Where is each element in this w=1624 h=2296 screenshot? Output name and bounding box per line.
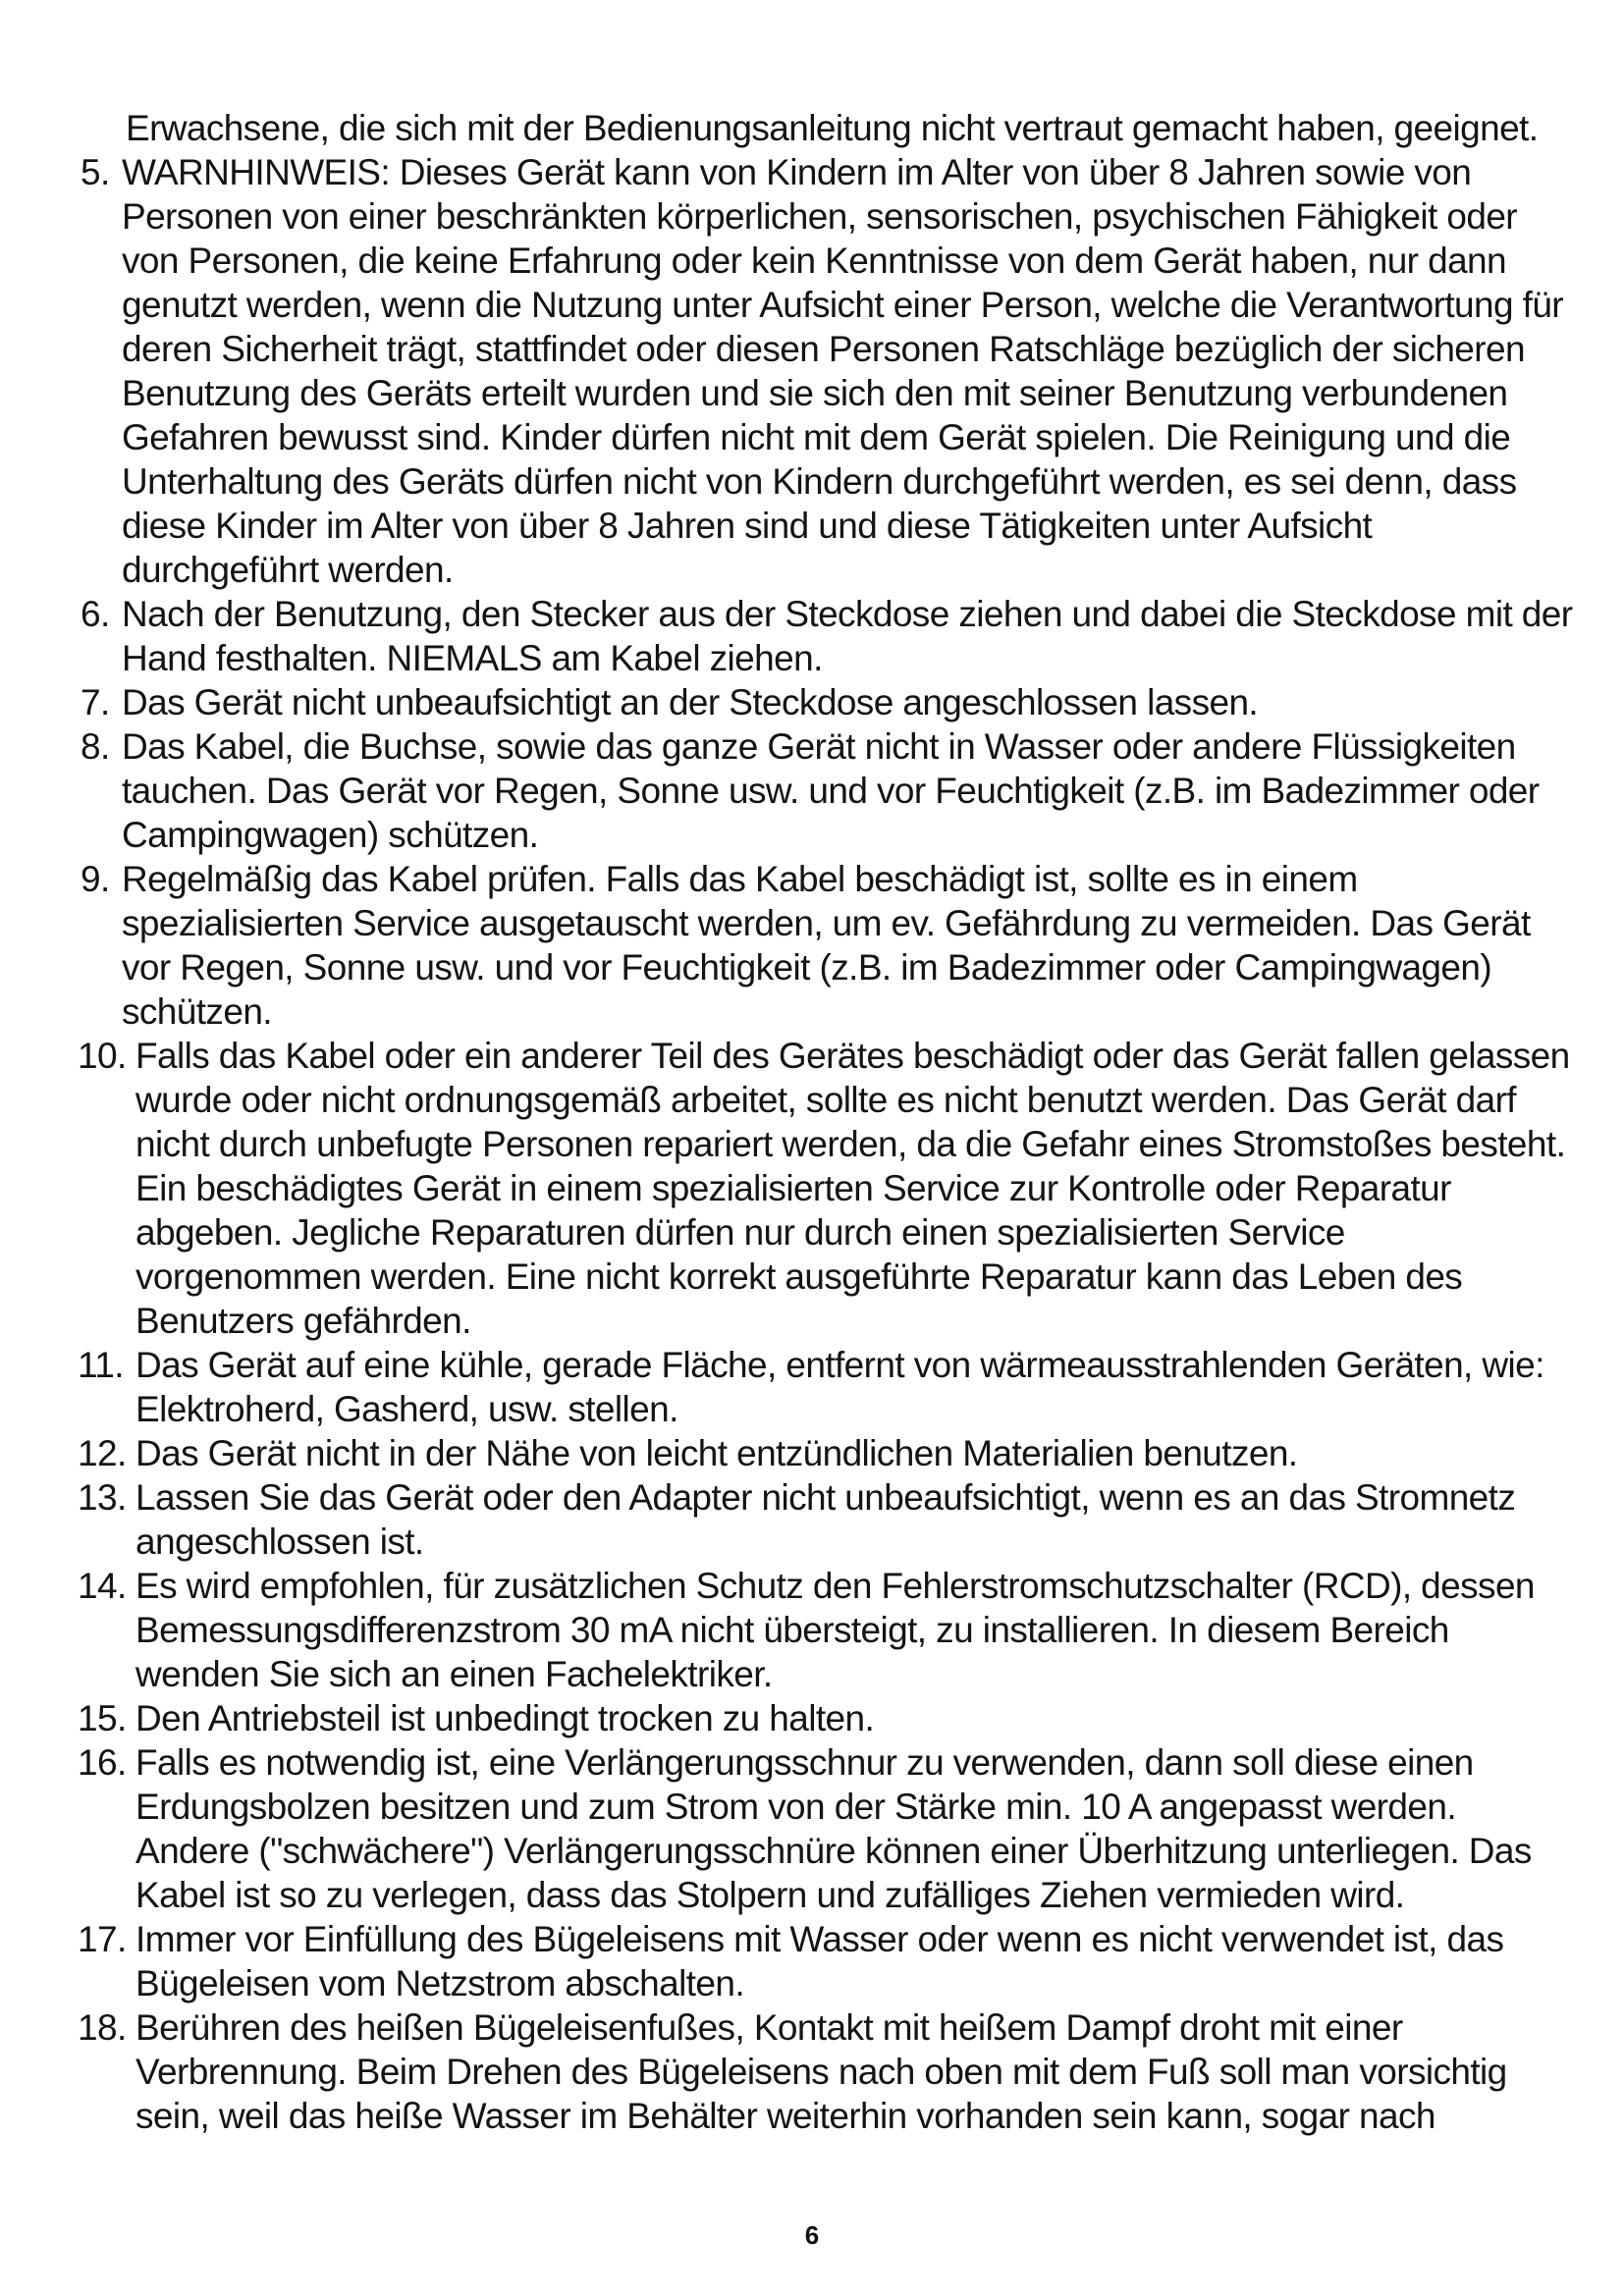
list-item-text: Das Gerät nicht in der Nähe von leicht entzündlichen Materialien benutzen. bbox=[135, 1433, 1298, 1473]
list-item-text: Das Gerät auf eine kühle, gerade Fläche, entfernt von wärmeausstrahlenden Geräten, wie: Elektroherd, Gasherd, usw. stellen. bbox=[135, 1345, 1544, 1429]
list-item-text: Regelmäßig das Kabel prüfen. Falls das Kabel beschädigt ist, sollte es in einem spezialisierten Service ausgetauscht werden, um ev. Gefährdung zu vermeiden. Das Gerät vor Regen, Sonne usw. und vor Feuchtigkeit (z.B. im Badezimmer oder Campingwagen) schützen. bbox=[122, 859, 1531, 1032]
list-item-number: 11. bbox=[78, 1345, 124, 1385]
list-item-number: 15. bbox=[78, 1698, 127, 1738]
document-body bbox=[78, 106, 1575, 2138]
list-item-16 bbox=[78, 1740, 1575, 1917]
list-item-text: Immer vor Einfüllung des Bügeleisens mit Wasser oder wenn es nicht verwendet ist, das Bügeleisen vom Netzstrom abschalten. bbox=[135, 1919, 1504, 2003]
list-item-14 bbox=[78, 1564, 1575, 1696]
list-item-text: Falls es notwendig ist, eine Verlängerungsschnur zu verwenden, dann soll diese einen Erdungsbolzen besitzen und zum Strom von der Stärke min. 10 A angepasst werden. Andere ("schwächere") Verlängerungsschnüre können einer Überhitzung unterliegen. Das Kabel ist so zu verlegen, dass das Stolpern und zufälliges Ziehen vermieden wird. bbox=[135, 1742, 1532, 1915]
list-item-10 bbox=[78, 1034, 1575, 1343]
list-item-number: 14. bbox=[78, 1566, 127, 1606]
list-item-8 bbox=[81, 724, 1575, 857]
list-item-6 bbox=[81, 592, 1575, 680]
page-number: 6 bbox=[804, 2220, 820, 2250]
list-item-18 bbox=[78, 2005, 1575, 2138]
list-item-text: Das Gerät nicht unbeaufsichtigt an der Steckdose angeschlossen lassen. bbox=[122, 682, 1259, 722]
list-item-text: Berühren des heißen Bügeleisenfußes, Kontakt mit heißem Dampf droht mit einer Verbrennung. Beim Drehen des Bügeleisens nach oben mit dem Fuß soll man vorsichtig sein, weil das heiße Wasser im Behälter weiterhin vorhanden sein kann, sogar nach bbox=[135, 2007, 1507, 2136]
list-item-13 bbox=[78, 1475, 1575, 1564]
list-item-text: Es wird empfohlen, für zusätzlichen Schutz den Fehlerstromschutzschalter (RCD), dessen Bemessungsdifferenzstrom 30 mA nicht übersteigt, zu installieren. In diesem Bereich wenden Sie sich an einen Fachelektriker. bbox=[135, 1566, 1535, 1694]
list-item-number: 5. bbox=[81, 152, 110, 192]
list-item-number: 7. bbox=[81, 682, 110, 722]
list-item-15 bbox=[78, 1696, 1575, 1740]
list-item-number: 13. bbox=[78, 1477, 127, 1518]
list-item-9 bbox=[81, 857, 1575, 1034]
continuation-paragraph: Erwachsene, die sich mit der Bedienungsanleitung nicht vertraut gemacht haben, geeignet. bbox=[126, 108, 1539, 148]
list-item-text: Den Antriebsteil ist unbedingt trocken zu halten. bbox=[135, 1698, 875, 1738]
list-item-17 bbox=[78, 1917, 1575, 2005]
list-item-7 bbox=[81, 680, 1575, 724]
list-item-number: 10. bbox=[78, 1036, 127, 1076]
list-item-text: Das Kabel, die Buchse, sowie das ganze Gerät nicht in Wasser oder andere Flüssigkeiten tauchen. Das Gerät vor Regen, Sonne usw. und vor Feuchtigkeit (z.B. im Badezimmer oder Campingwagen) schützen. bbox=[122, 726, 1540, 855]
list-item-11 bbox=[78, 1343, 1575, 1431]
list-item-number: 16. bbox=[78, 1742, 127, 1783]
list-item-number: 17. bbox=[78, 1919, 127, 1959]
list-item-number: 9. bbox=[81, 859, 110, 899]
list-item-text: Nach der Benutzung, den Stecker aus der Steckdose ziehen und dabei die Steckdose mit der Hand festhalten. NIEMALS am Kabel ziehen. bbox=[122, 594, 1573, 678]
list-item-number: 18. bbox=[78, 2007, 127, 2048]
list-item-number: 6. bbox=[81, 594, 110, 634]
list-item-number: 12. bbox=[78, 1433, 127, 1473]
list-item-text: Falls das Kabel oder ein anderer Teil des Gerätes beschädigt oder das Gerät fallen gelassen wurde oder nicht ordnungsgemäß arbeitet, sollte es nicht benutzt werden. Das Gerät darf nicht durch unbefugte Personen repariert werden, da die Gefahr eines Stromstoßes besteht. Ein beschädigtes Gerät in einem spezialisierten Service zur Kontrolle oder Reparatur abgeben. Jegliche Reparaturen dürfen nur durch einen spezialisierten Service vorgenommen werden. Eine nicht korrekt ausgeführte Reparatur kann das Leben des Benutzers gefährden. bbox=[135, 1036, 1570, 1341]
list-item-text: WARNHINWEIS: Dieses Gerät kann von Kindern im Alter von über 8 Jahren sowie von Personen von einer beschränkten körperlichen, sensorischen, psychischen Fähigkeit oder von Personen, die keine Erfahrung oder kein Kenntnisse von dem Gerät haben, nur dann genutzt werden, wenn die Nutzung unter Aufsicht einer Person, welche die Verantwortung für deren Sicherheit trägt, stattfindet oder diesen Personen Ratschläge bezüglich der sicheren Benutzung des Geräts erteilt wurden und sie sich den mit seiner Benutzung verbundenen Gefahren bewusst sind. Kinder dürfen nicht mit dem Gerät spielen. Die Reinigung und die Unterhaltung des Geräts dürfen nicht von Kindern durchgeführt werden, es sei denn, dass diese Kinder im Alter von über 8 Jahren sind und diese Tätigkeiten unter Aufsicht durchgeführt werden. bbox=[122, 152, 1564, 590]
list-item-12 bbox=[78, 1431, 1575, 1475]
list-item-5 bbox=[81, 150, 1575, 592]
list-item-number: 8. bbox=[81, 726, 110, 767]
list-item-text: Lassen Sie das Gerät oder den Adapter nicht unbeaufsichtigt, wenn es an das Stromnetz angeschlossen ist. bbox=[135, 1477, 1516, 1562]
